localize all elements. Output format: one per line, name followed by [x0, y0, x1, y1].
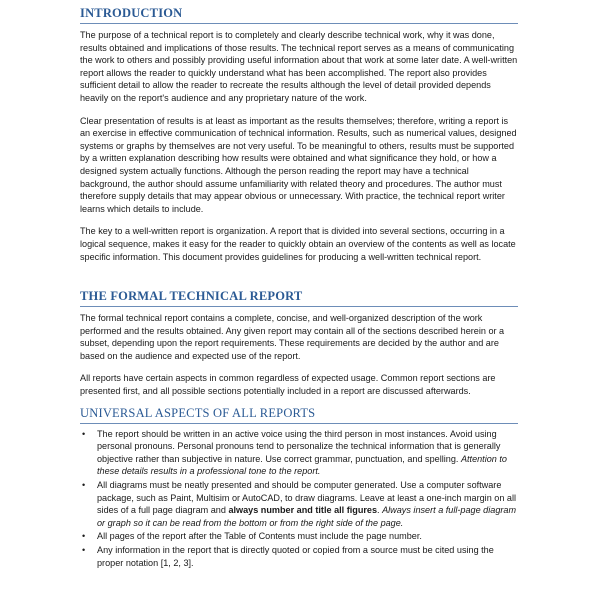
list-item [82, 428, 518, 478]
bullet-icon: • [82, 545, 86, 555]
formal-report-paragraph-1: The formal technical report contains a complete, concise, and well-organized description of the work performed and the results obtained. Any given report may contain all of the sections described herein or a subset, depending upon the report requirements. These requirements are decided by the author and are based on the audience and expected use of the report. [80, 313, 505, 361]
universal-aspects-list [80, 428, 518, 570]
universal-aspects-heading: UNIVERSAL ASPECTS OF ALL REPORTS [80, 406, 518, 424]
introduction-paragraph-1: The purpose of a technical report is to completely and clearly describe technical work, why it was done, results obtained and implications of those results. The technical report serves as a means of communicating the work to others and possibly providing useful information about that work at some later date. A well-written report allows the reader to quickly understand what has been accomplished. The report also provides sufficient detail to allow the reader to recreate the results although the level of detail provided depends heavily on the report's audience and any proprietary nature of the work. [80, 30, 518, 103]
list-item [82, 530, 518, 543]
list-item-emphasis: Attention to these details results in a professional tone to the report. [97, 453, 507, 477]
introduction-heading: INTRODUCTION [80, 6, 518, 24]
list-item-emphasis: Always insert a full-page diagram or graph so it can be read from the bottom or from the right side of the page. [97, 505, 517, 528]
list-item-strong: always number and title all figures [228, 505, 378, 516]
document-content [80, 6, 518, 569]
list-item-text: The report should be written in an active voice using the third person in most instances. Avoid using personal pronouns. Personal pronouns tend to personalize the technical information that is generally objective rather than subjective in nature. Use correct grammar, punctuation, and spelling. [97, 428, 501, 464]
section-spacer [80, 273, 518, 289]
bullet-icon: • [82, 480, 86, 491]
list-item-text: All pages of the report after the Table of Contents must include the page number. [97, 531, 422, 542]
introduction-paragraph-2: Clear presentation of results is at least as important as the results themselves; therefore, writing a report is an exercise in effective communication of technical information. Results, such as numerical values, designed systems or graphs by themselves are not very useful. To be meaningful to others, results must be supported by a written explanation describing how results were obtained and what significance they hold, or how a designed system actually functions. Although the person reading the report may have a technical background, the author should assume unfamiliarity with related theory and procedures. The author must therefore supply details that may appear obvious or unnecessary. With practice, the technical report writer learns which details to include. [80, 115, 517, 214]
formal-report-heading: THE FORMAL TECHNICAL REPORT [80, 289, 518, 307]
list-item-text: Any information in the report that is directly quoted or copied from a source must be cited using the proper notation [1, 2, 3]. [97, 545, 494, 568]
list-item [82, 544, 518, 569]
formal-report-paragraph-2: All reports have certain aspects in common regardless of expected usage. Common report sections are presented first, and all possible sections potentially included in a report are discussed afterwards. [80, 373, 496, 397]
bullet-icon: • [82, 531, 86, 542]
list-item-text: All diagrams must be neatly presented and should be computer generated. Use a computer software package, such as Paint, Multisim or AutoCAD, to draw diagrams. Leave at least a one-inch margin on all sides of a full page diagram and [97, 480, 517, 516]
bullet-icon: • [82, 428, 86, 439]
list-item-separator: . [377, 505, 383, 516]
list-item [82, 479, 518, 529]
introduction-paragraph-3: The key to a well-written report is organization. A report that is divided into several sections, occurring in a logical sequence, makes it easy for the reader to quickly obtain an overview of the contents as well as locate specific information. This document provides guidelines for producing a well-written technical report. [80, 226, 516, 262]
